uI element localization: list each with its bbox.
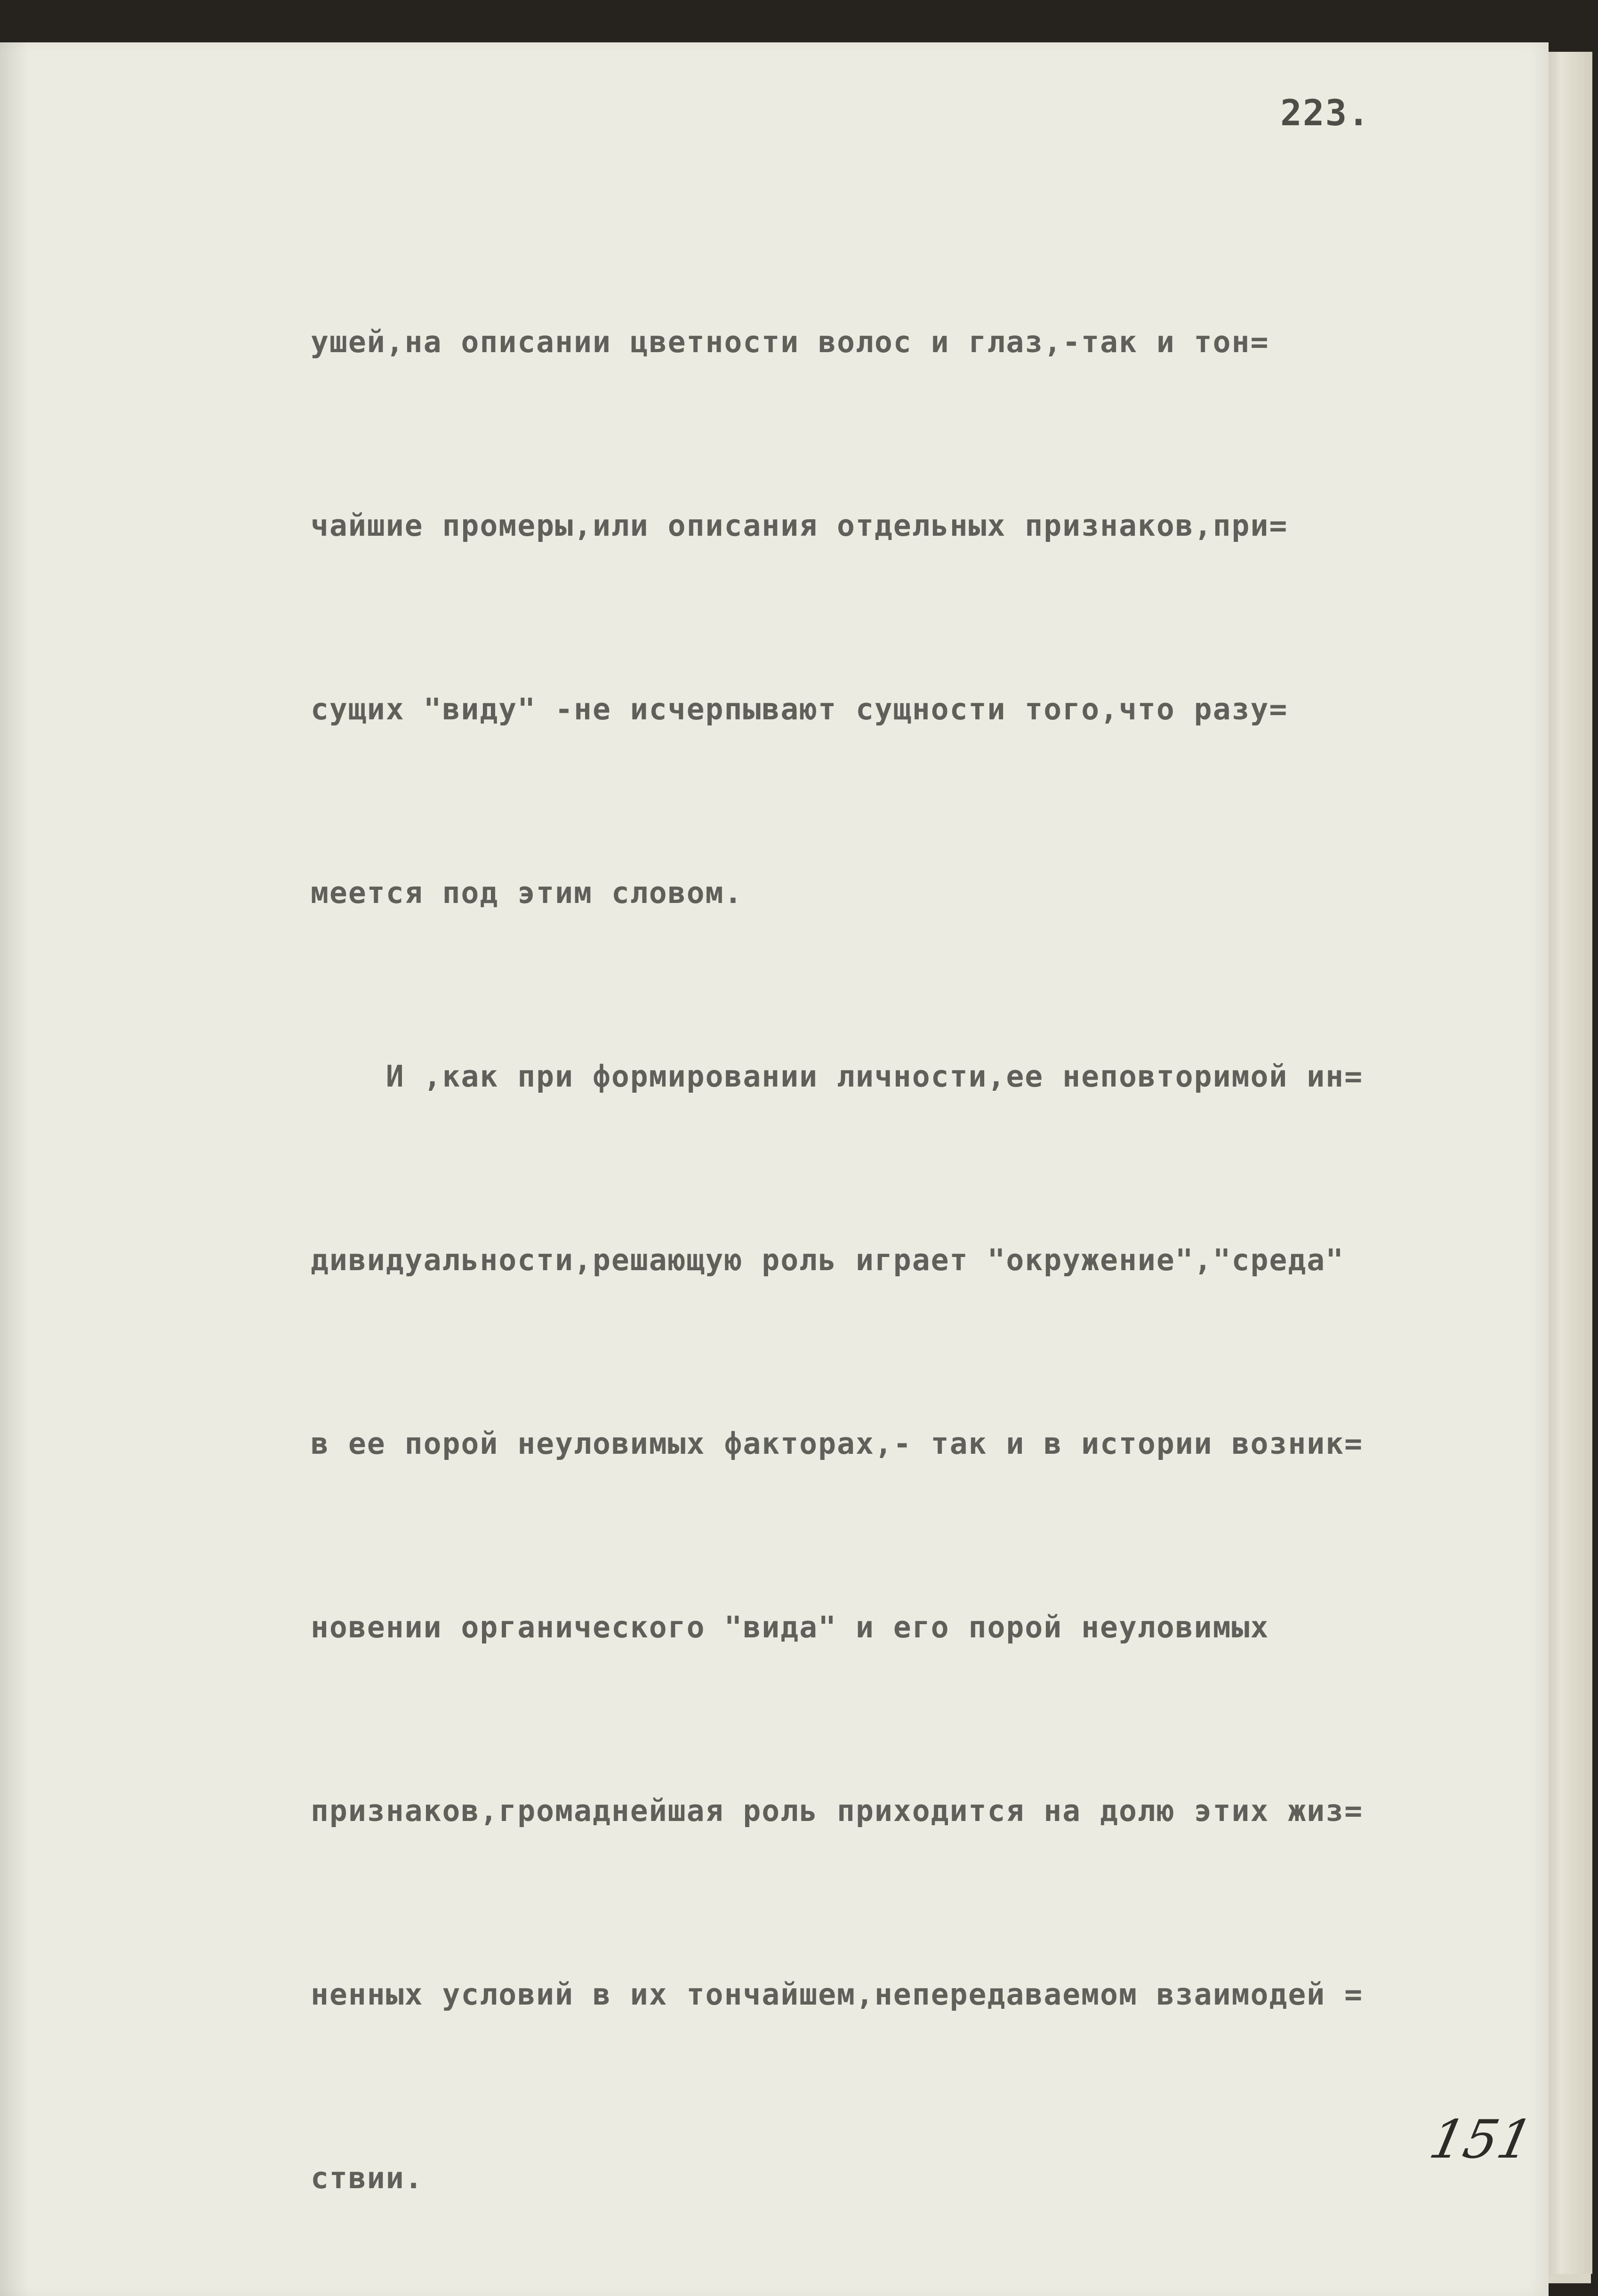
text-line: признаков,громаднейшая роль приходится на долю этих жиз= [311, 1794, 1364, 1828]
text-line: чайшие промеры,или описания отдельных признаков,при= [311, 508, 1288, 543]
typewritten-body [311, 189, 1454, 2296]
handwritten-archive-number: 151 [1424, 2109, 1538, 2170]
text-line: сущих "виду" -не исчерпывают сущности того,что разу= [311, 692, 1288, 726]
text-line: ненных условий в их тончайшем,непередаваемом взаимодей = [311, 1977, 1364, 2012]
text-line: в ее порой неуловимых факторах,- так и в истории возник= [311, 1426, 1364, 1461]
text-line: ушей,на описании цветности волос и глаз,-так и тон= [311, 325, 1269, 359]
page-number: 223. [1280, 92, 1371, 134]
text-line: ствии. [311, 2161, 424, 2195]
binding-shadow [0, 42, 28, 2296]
text-line: меется под этим словом. [311, 876, 743, 910]
text-line: И ,как при формировании личности,ее неповторимой ин= [311, 1059, 1364, 1094]
text-line: дивидуальности,решающую роль играет "окружение","среда" [311, 1243, 1345, 1277]
text-line: новении органического "вида" и его порой неуловимых [311, 1610, 1269, 1644]
